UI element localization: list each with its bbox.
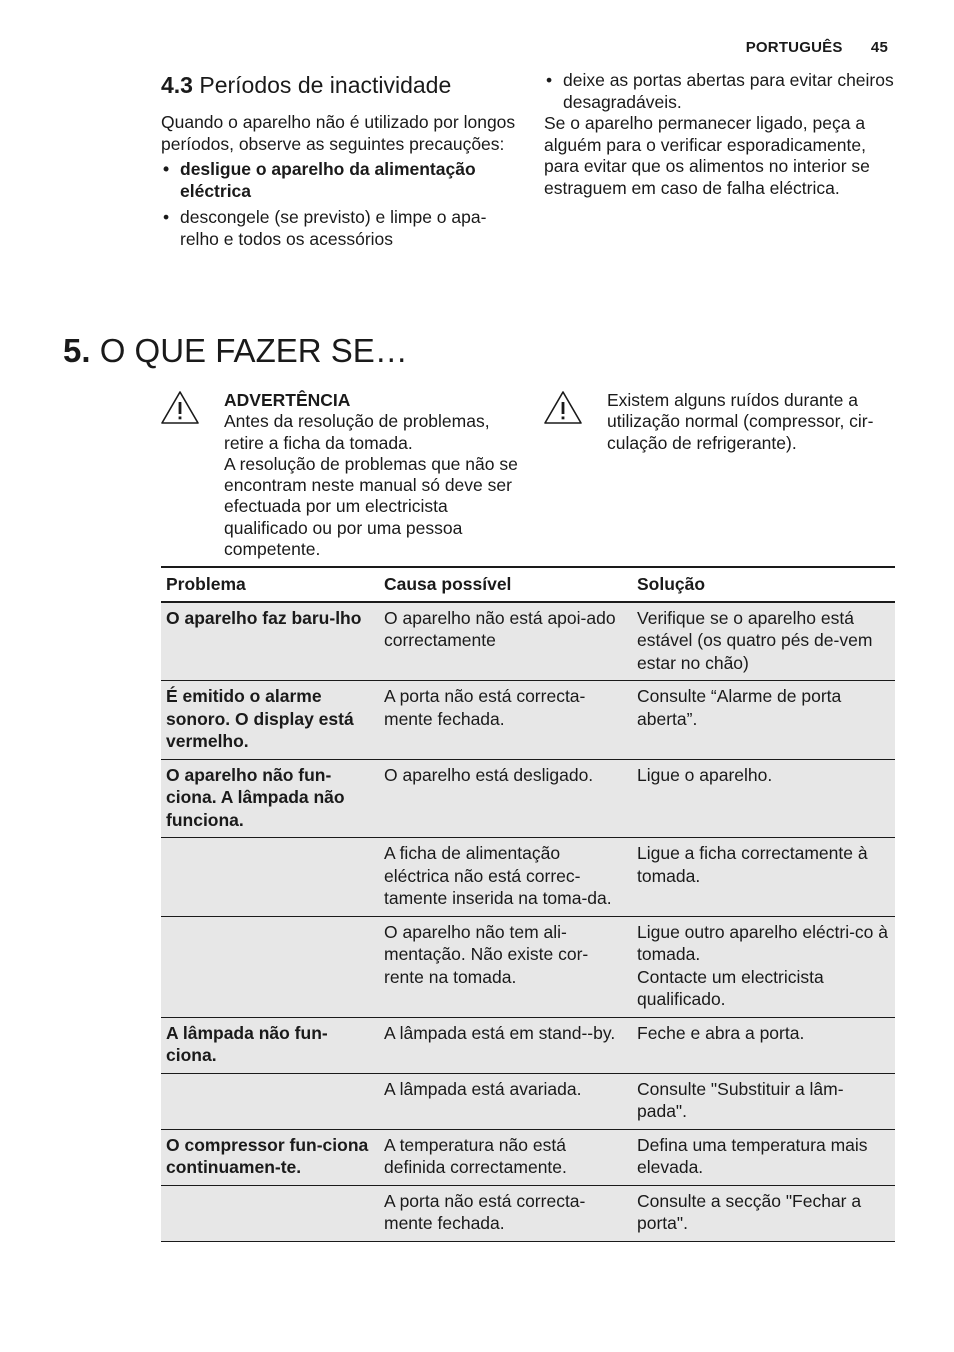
section-number: 4.3 xyxy=(161,72,193,98)
column-header-problem: Problema xyxy=(161,567,379,602)
page-header xyxy=(746,39,888,56)
table-row xyxy=(161,838,895,917)
list-item: • deixe as portas abertas para evitar cheiros desagradáveis. xyxy=(544,70,904,113)
cause-cell: A lâmpada está em stand--by. xyxy=(379,1017,632,1073)
table-row xyxy=(161,759,895,838)
problem-cell: É emitido o alarme sonoro. O display está vermelho. xyxy=(161,681,379,760)
list-item: • descongele (se previsto) e limpe o apa-relho e todos os acessórios xyxy=(161,207,516,250)
warning-icon xyxy=(160,390,200,426)
troubleshooting-table xyxy=(161,566,895,1242)
section-intro: Quando o aparelho não é utilizado por longos períodos, observe as seguintes precauções: xyxy=(161,112,516,154)
cause-cell: A ficha de alimentação eléctrica não está correc-tamente inserida na toma-da. xyxy=(379,838,632,917)
cause-cell: A temperatura não está definida correctamente. xyxy=(379,1129,632,1185)
table-row xyxy=(161,1017,895,1073)
section-title: Períodos de inactividade xyxy=(199,72,452,98)
solution-cell: Defina uma temperatura mais elevada. xyxy=(632,1129,895,1185)
list-item: • desligue o aparelho da alimentação eléctrica xyxy=(161,159,516,202)
problem-cell xyxy=(161,916,379,1017)
cause-cell: O aparelho não tem ali-mentação. Não existe cor-rente na tomada. xyxy=(379,916,632,1017)
solution-line: Contacte um electricista qualificado. xyxy=(637,966,824,1009)
solution-cell: Consulte "Substituir a lâm-pada". xyxy=(632,1073,895,1129)
warning-text: A resolução de problemas que não se encontram neste manual só deve ser efectuada por um electricista qualificado ou por uma pessoa competente. xyxy=(224,453,518,560)
warning-box xyxy=(160,390,520,560)
table-row xyxy=(161,1129,895,1185)
cause-cell: A porta não está correcta-mente fechada. xyxy=(379,681,632,760)
column-header-cause: Causa possível xyxy=(379,567,632,602)
table-row xyxy=(161,681,895,760)
cause-cell: A porta não está correcta-mente fechada. xyxy=(379,1185,632,1241)
chapter-title xyxy=(63,332,408,370)
solution-cell: Ligue a ficha correctamente à tomada. xyxy=(632,838,895,917)
table-row xyxy=(161,1185,895,1241)
solution-cell xyxy=(632,916,895,1017)
page-number: 45 xyxy=(870,39,888,56)
table-row xyxy=(161,916,895,1017)
section-closing: Se o aparelho permanecer ligado, peça a alguém para o verificar esporadicamente, para evitar que os alimentos no interior se estraguem em caso de falha eléctrica. xyxy=(544,113,870,198)
precautions-list xyxy=(161,159,516,250)
warning-text: Antes da resolução de problemas, retire a ficha da tomada. xyxy=(224,411,490,453)
table-row xyxy=(161,602,895,681)
chapter-number: 5. xyxy=(63,332,91,369)
solution-line: Ligue outro aparelho eléctri-co à tomada. xyxy=(637,921,888,964)
warning-title: ADVERTÊNCIA xyxy=(224,390,351,410)
cause-cell: O aparelho está desligado. xyxy=(379,759,632,838)
problem-cell: O compressor fun-ciona continuamen-te. xyxy=(161,1129,379,1185)
problem-cell xyxy=(161,838,379,917)
section-left-column xyxy=(161,70,516,255)
solution-cell: Consulte “Alarme de porta aberta”. xyxy=(632,681,895,760)
precautions-list-continued xyxy=(544,70,904,113)
warning-icon xyxy=(543,390,583,426)
solution-cell: Verifique se o aparelho está estável (os quatro pés de-vem estar no chão) xyxy=(632,602,895,681)
cause-cell: O aparelho não está apoi-ado correctamente xyxy=(379,602,632,681)
section-heading xyxy=(161,72,516,99)
header-language: PORTUGUÊS xyxy=(745,39,843,56)
problem-cell xyxy=(161,1185,379,1241)
problem-cell: O aparelho não fun-ciona. A lâmpada não funciona. xyxy=(161,759,379,838)
solution-cell: Consulte a secção "Fechar a porta". xyxy=(632,1185,895,1241)
problem-cell xyxy=(161,1073,379,1129)
problem-cell: O aparelho faz baru-lho xyxy=(161,602,379,681)
notice-box xyxy=(543,390,903,454)
chapter-title-text: O QUE FAZER SE… xyxy=(99,332,408,369)
cause-cell: A lâmpada está avariada. xyxy=(379,1073,632,1129)
solution-cell: Ligue o aparelho. xyxy=(632,759,895,838)
section-right-column xyxy=(544,70,904,199)
problem-cell: A lâmpada não fun-ciona. xyxy=(161,1017,379,1073)
column-header-solution: Solução xyxy=(632,567,895,602)
table-row xyxy=(161,1073,895,1129)
notice-text: Existem alguns ruídos durante a utilização normal (compressor, cir-culação de refrigerante). xyxy=(607,390,874,453)
solution-cell: Feche e abra a porta. xyxy=(632,1017,895,1073)
table-header-row xyxy=(161,567,895,602)
